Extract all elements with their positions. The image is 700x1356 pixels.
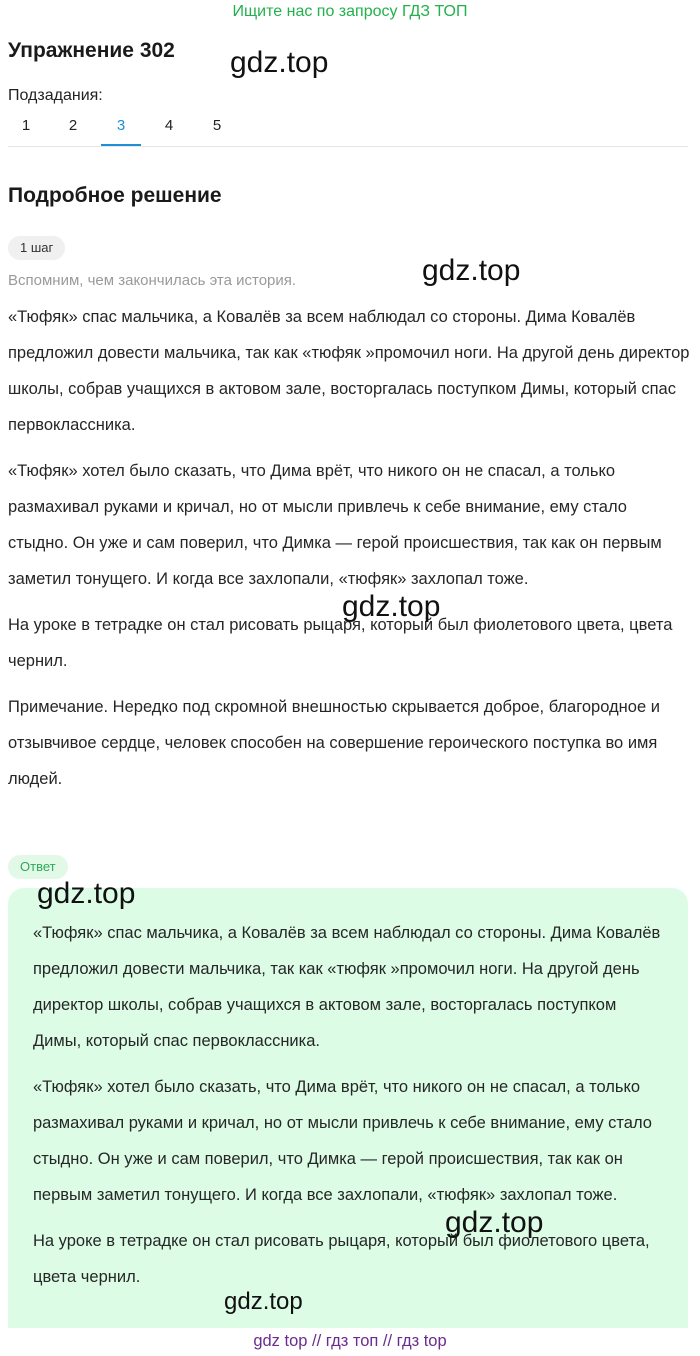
answer-paragraph: «Тюфяк» хотел было сказать, что Дима врёт, что никого он не спасал, а только размахивал руками и кричал, но от мысли привлечь к себе внимание, ему стало стыдно. Он уже и сам поверил, что Димка — герой происшествия, так как он первым заметил тонущего. И когда все захлопали, «тюфяк» захлопал тоже. xyxy=(33,1078,652,1204)
subtask-tab-2[interactable]: 2 xyxy=(68,117,78,134)
subtask-tab-4[interactable]: 4 xyxy=(164,117,174,134)
answer-paragraph: На уроке в тетрадке он стал рисовать рыцаря, который был фиолетового цвета, цвета чернил. xyxy=(33,1232,650,1286)
subtask-tab-5[interactable]: 5 xyxy=(212,117,222,134)
solution-paragraph: «Тюфяк» хотел было сказать, что Дима врёт, что никого он не спасал, а только размахивал руками и кричал, но от мысли привлечь к себе внимание, ему стало стыдно. Он уже и сам поверил, что Димка — герой происшествия, так как он первым заметил тонущего. И когда все захлопали, «тюфяк» захлопал тоже. xyxy=(8,462,662,588)
subtask-tabs xyxy=(0,106,688,146)
solution-text xyxy=(8,299,690,797)
watermark: gdz.top xyxy=(445,1206,544,1239)
watermark: gdz.top xyxy=(230,46,329,79)
step-badge: 1 шаг xyxy=(8,236,65,260)
tabs-divider xyxy=(8,146,688,147)
watermark: gdz.top xyxy=(422,254,521,287)
footer-links: gdz top // гдз топ // гдз top xyxy=(253,1332,447,1350)
solution-title: Подробное решение xyxy=(8,184,222,207)
subtask-tab-1[interactable]: 1 xyxy=(21,117,31,134)
search-banner: Ищите нас по запросу ГДЗ ТОП xyxy=(232,3,468,20)
answer-text xyxy=(33,915,663,1295)
watermark: gdz.top xyxy=(342,590,441,623)
subtask-tab-3[interactable]: 3 xyxy=(101,106,141,146)
solution-paragraph: «Тюфяк» спас мальчика, а Ковалёв за всем наблюдал со стороны. Дима Ковалёв предложил довести мальчика, так как «тюфяк »промочил ноги. На другой день директор школы, собрав учащихся в актовом зале, восторгалась поступком Димы, который спас первоклассника. xyxy=(8,308,690,434)
subtasks-label: Подзадания: xyxy=(8,87,103,104)
answer-paragraph: «Тюфяк» спас мальчика, а Ковалёв за всем наблюдал со стороны. Дима Ковалёв предложил довести мальчика, так как «тюфяк »промочил ноги. На другой день директор школы, собрав учащихся в актовом зале, восторгалась поступком Димы, который спас первоклассника. xyxy=(33,924,661,1050)
watermark: gdz.top xyxy=(37,877,136,910)
exercise-title: Упражнение 302 xyxy=(8,39,175,62)
answer-badge: Ответ xyxy=(8,855,68,879)
watermark: gdz.top xyxy=(224,1288,303,1315)
step-hint: Вспомним, чем закончилась эта история. xyxy=(8,272,297,289)
answer-box xyxy=(8,888,688,1328)
solution-paragraph: На уроке в тетрадке он стал рисовать рыцаря, который был фиолетового цвета, цвета чернил. xyxy=(8,616,673,670)
solution-paragraph: Примечание. Нередко под скромной внешностью скрывается доброе, благородное и отзывчивое сердце, человек способен на совершение героического поступка во имя людей. xyxy=(8,698,660,788)
